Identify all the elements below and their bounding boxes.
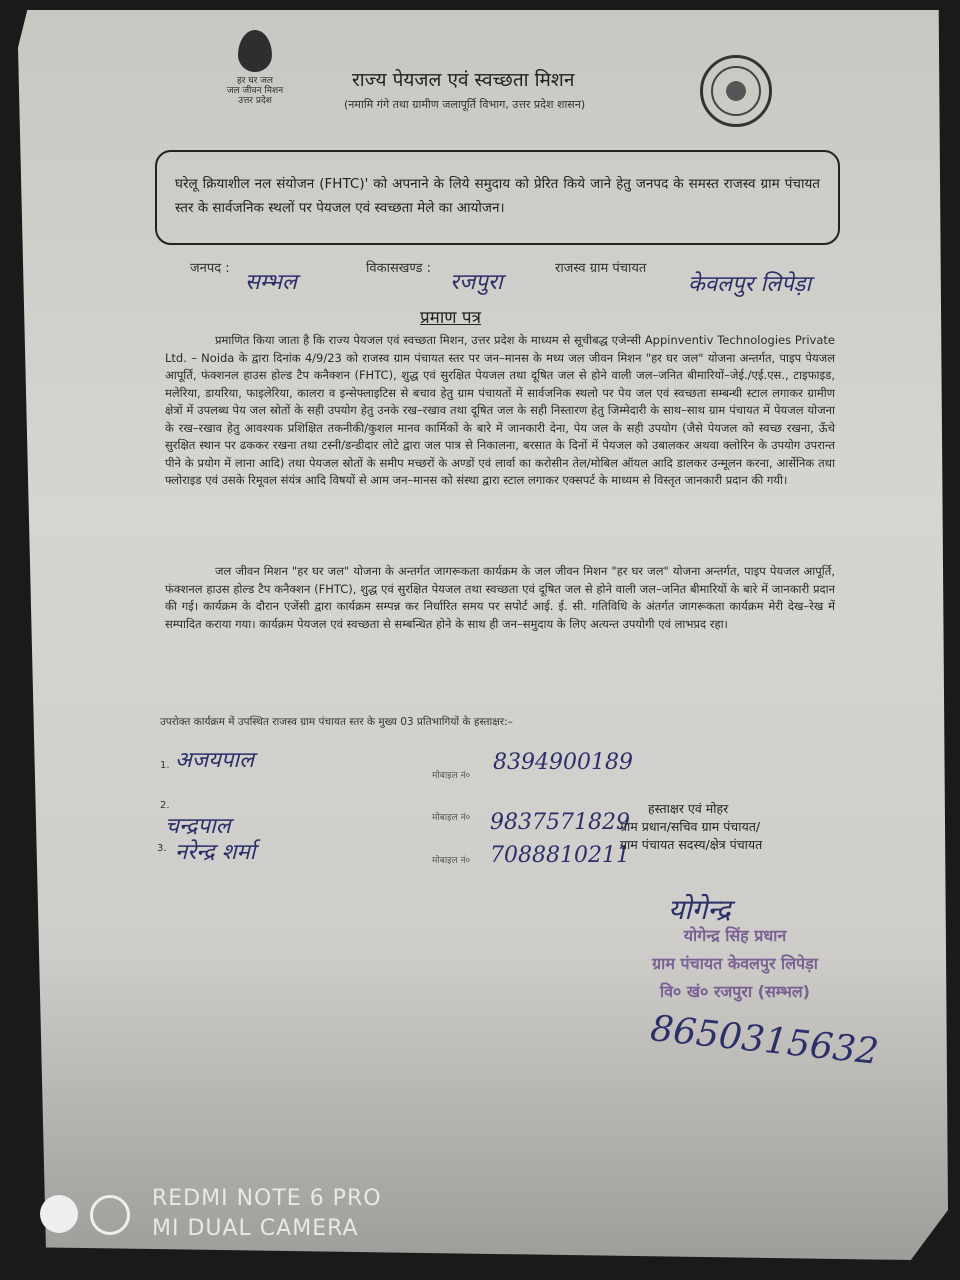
signatures-intro: उपरोक्त कार्यक्रम में उपस्थित राजस्व ग्राम पंचायत स्तर के मुख्य 03 प्रतिभागियों के हस्ताक्षर:– [160,716,513,728]
logo-line-2: जल जीवन मिशन [226,86,284,96]
watermark-line-1: REDMI NOTE 6 PRO [152,1186,382,1211]
camera-watermark [152,1184,382,1244]
certificate-paragraph-1: प्रमाणित किया जाता है कि राज्य पेयजल एवं स्वच्छता मिशन, उत्तर प्रदेश के माध्यम से सूचीबद्ध एजेन्सी Appinventiv Technologies Private Ltd. – Noida के द्वारा दिनांक 4/9/23 को राजस्व ग्राम पंचायत स्तर पर जन–मानस के मध्य जल जीवन मिशन "हर घर जल" योजना अन्तर्गत, पाइप पेयजल आपूर्ति, फंक्शनल हाउस होल्ड टैप कनैक्शन (FHTC), शुद्ध एवं सुरक्षित पेयजल तथा दूषित जल से होने वाली जल–जनित बीमारियों–जेई./एई.एस., टाइफाइड, मलेरिया, डायरिया, फाइलेरिया, कालरा व इन्सेफ्लाइटिस से बचाव हेतु ग्राम पंचायतों में सार्वजनिक स्थलो पर पेय जल एवं स्वच्छता सम्बन्धी स्टाल लगाकर ग्रामीण क्षेत्रों में उपलब्ध पेय जल स्रोतों के सही उपयोग हेतु उनके रख–रखाव तथा दूषित जल के सही निस्तारण हेतु जिम्मेदारी के साथ–साथ ग्राम पंचायत में पेयजल योजना के रख–रखाव हेतु आवश्यक प्रशिक्षित तकनीकी/कुशल मानव कार्मिकों के बारे में जानकारी देना, पेय जल के सही उपयोग (जैसे पेयजल को स्वच्छ रखना, ऊँचे सुरक्षित स्थान पर ढककर रखना तथा टस्नी/डन्डीदार लोटे द्वारा जल पात्र से निकालना, बरसात के दिनों में पेयजल को उबालकर अथवा क्लोरिन के उपयोग उपरान्त पीने के प्रयोग में लाना आदि) तथा पेयजल स्रोतों के समीप मच्छरों के अण्डों एवं लार्वा का करोसीन तेल/मोबिल ऑयल आदि डालकर उन्मूलन करना, आर्सेनिक तथा फ्लोराइड एवं उसके रिमूवल संयंत्र आदि विषयों से आम जन–मानस को संस्था द्वारा स्टाल लगाकर एक्सपर्ट के माध्यम से विस्तृत जानकारी प्रदान की गयी। [165,333,835,487]
participant-1-number: 1. [160,760,170,771]
panchayat-label: राजस्व ग्राम पंचायत [555,261,647,276]
participant-1-phone-label: मोबाइल नं० [432,771,471,781]
stamp-label-line-2: ग्राम प्रधान/सचिव ग्राम पंचायत/ [620,819,761,834]
water-drop-icon [238,30,272,72]
page-title: राज्य पेयजल एवं स्वच्छता मिशन [352,69,575,91]
watermark-line-2: MI DUAL CAMERA [152,1216,359,1241]
participant-1-signature: अजयपाल [175,748,255,773]
pradhan-signature: योगेन्द्र [668,893,731,926]
district-label: जनपद : [190,261,230,276]
banner-text: घरेलू क्रियाशील नल संयोजन (FHTC)' को अपनाने के लिये समुदाय को प्रेरित किये जाने हेतु जनपद के समस्त राजस्व ग्राम पंचायत स्तर के सार्वजनिक स्थलों पर पेयजल एवं स्वच्छता मेले का आयोजन। [175,176,820,216]
participant-2-number: 2. [160,800,170,811]
participant-3-number: 3. [157,843,167,854]
page-subtitle: (नमामि गंगे तथा ग्रामीण जलापूर्ति विभाग, उत्तर प्रदेश शासन) [344,98,586,111]
participant-3-phone-label: मोबाइल नं० [432,856,471,866]
pradhan-stamp [615,922,855,1006]
seal-emblem [711,66,761,116]
certificate-paragraph-2: जल जीवन मिशन "हर घर जल" योजना के अन्तर्गत जागरूकता कार्यक्रम के जल जीवन मिशन "हर घर जल" योजना अन्तर्गत, पाइप पेयजल आपूर्ति, फंक्शनल हाउस होल्ड टैप कनैक्शन (FHTC), शुद्ध एवं सुरक्षित पेयजल तथा स्वच्छता एवं दूषित जल से होने वाली जल–जनित बीमारियों के बारे में जानकारी प्रदान की गई। कार्यक्रम के दौरान एजेंसी द्वारा कार्यक्रम सम्पन्न कर निर्धारित समय पर सपोर्ट आई. ई. सी. गतिविधि के अंतर्गत जागरूकता कार्यक्रम मेरी देख–रेख में सम्पादित कराया गया। कार्यक्रम पेयजल एवं स्वच्छता से सम्बन्धित होने के साथ ही जन–समुदाय के लिए अत्यन्त उपयोगी एवं लाभप्रद रहा। [165,564,835,631]
stamp-line-1: योगेन्द्र सिंह प्रधान [683,926,787,945]
event-banner [155,150,840,245]
participant-3-phone: 7088810211 [490,843,630,868]
stamp-line-2: ग्राम पंचायत केवलपुर लिपेड़ा [652,954,818,973]
logo-line-3: उत्तर प्रदेश [238,96,272,106]
stamp-label-line-1: हस्ताक्षर एवं मोहर [648,801,729,816]
panchayat-value: केवलपुर लिपेड़ा [688,272,812,297]
camera-watermark-icon [40,1195,140,1235]
stamp-line-3: वि० खं० रजपुरा (सम्भल) [659,982,810,1001]
district-value: सम्भल [245,270,297,295]
block-value: रजपुरा [450,270,503,295]
pradhan-phone: 8650315632 [648,1008,881,1073]
block-label: विकासखण्ड : [366,261,432,276]
har-ghar-jal-logo [220,30,290,125]
participant-2-signature: चन्द्रपाल [165,814,231,839]
stamp-label-line-3: ग्राम पंचायत सदस्य/क्षेत्र पंचायत [620,837,763,852]
stamp-label [620,800,762,854]
participant-2-phone: 9837571829 [490,810,630,835]
logo-line-1: हर घर जल [237,76,273,86]
up-government-seal-icon [700,55,772,127]
participant-3-signature: नरेन्द्र शर्मा [175,840,256,865]
participant-1-phone: 8394900189 [493,750,633,775]
certificate-heading: प्रमाण पत्र [420,308,481,328]
participant-2-phone-label: मोबाइल नं० [432,813,471,823]
